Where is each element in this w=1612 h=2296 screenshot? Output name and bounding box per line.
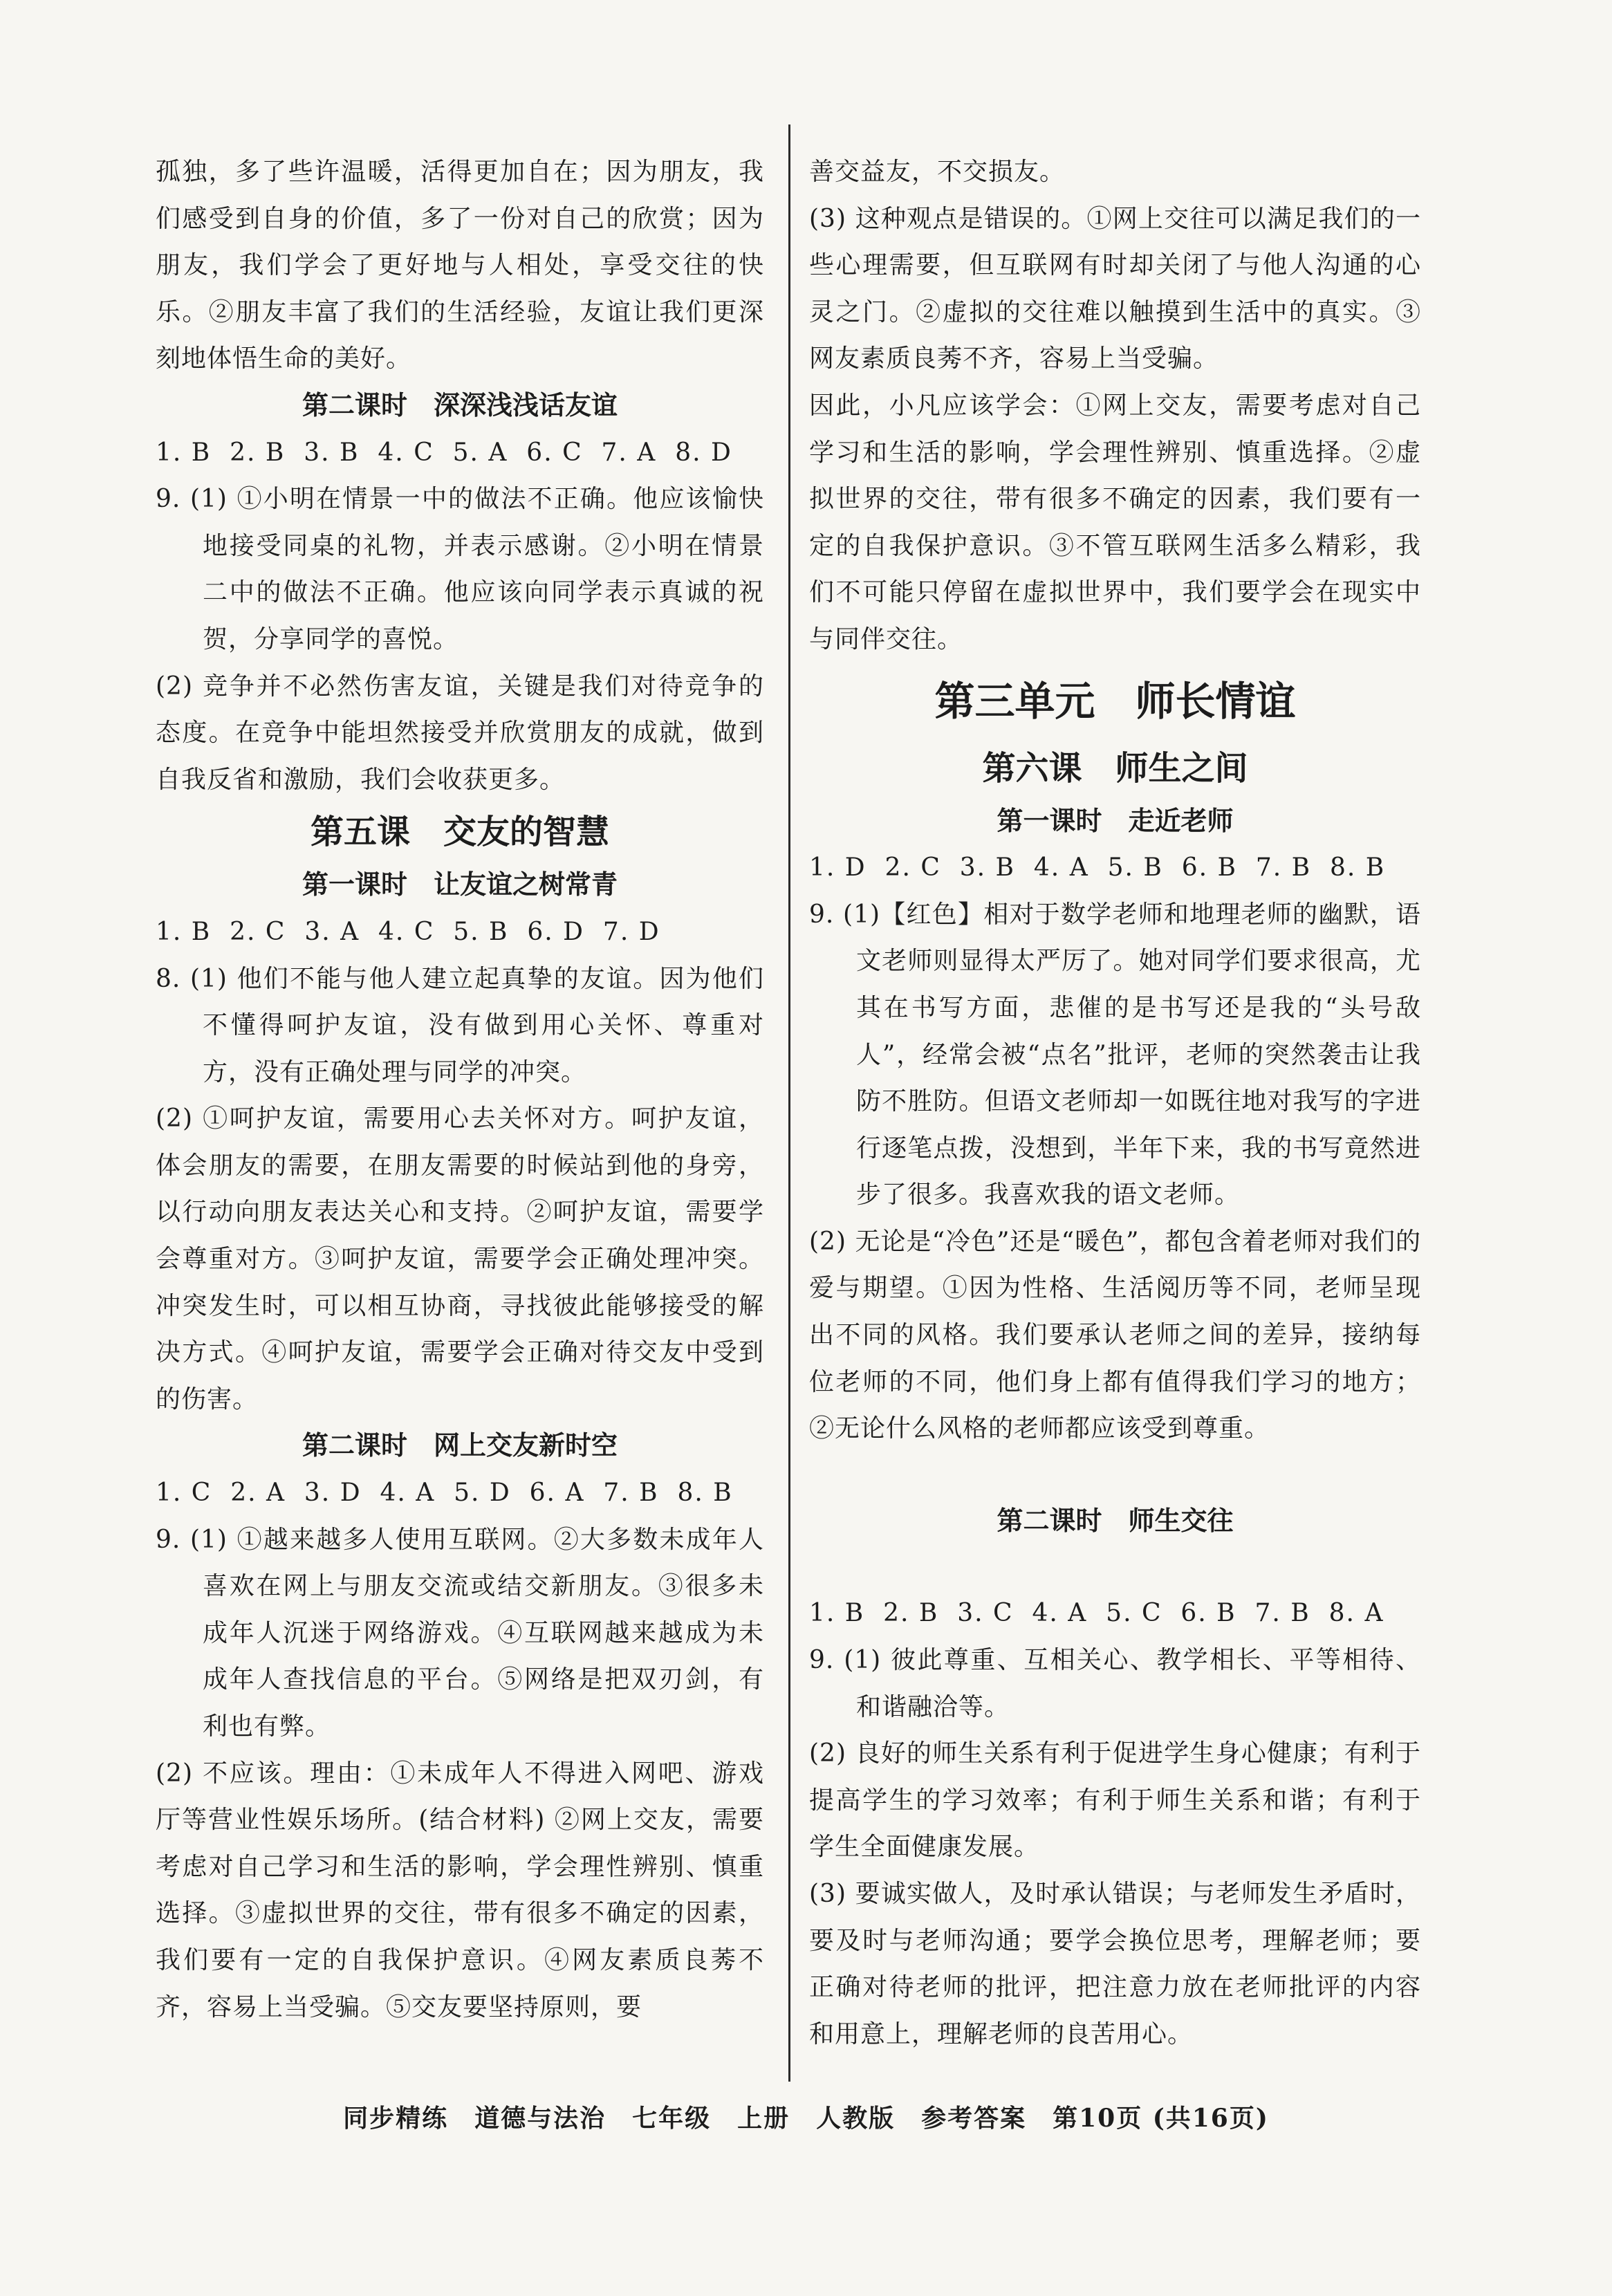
answer-paragraph: (2) 竞争并不必然伤害友谊，关键是我们对待竞争的态度。在竞争中能坦然接受并欣赏朋友的成就，做到自我反省和激励，我们会收获更多。 [156,672,764,794]
answer-paragraph: (3) 要诚实做人，及时承认错误；与老师发生矛盾时，要及时与老师沟通；要学会换位思考，理解老师；要正确对待老师的批评，把注意力放在老师批评的内容和用意上，理解老师的良苦用心。 [809,1880,1421,2048]
question-answer: 9. (1)【红色】相对于数学老师和地理老师的幽默，语文老师则显得太严厉了。她对同学们要求很高，尤其在书写方面，悲催的是书写还是我的“头号敌人”，经常会被“点名”批评，老师的突然袭击让我防不胜防。但语文老师却一如既往地对我写的字进行逐笔点拨，没想到，半年下来，我的书写竟然进步了很多。我喜欢我的语文老师。 [809,900,1421,1210]
left-column [156,149,764,2030]
question-answer: 9. (1) ①越来越多人使用互联网。②大多数未成年人喜欢在网上与朋友交流或结交新朋友。③很多未成年人沉迷于网络游戏。④互联网越来越成为未成年人查找信息的平台。⑤网络是把双刃剑，有利也有弊。 [156,1525,764,1741]
choice-answers: 1. B 2. C 3. A 4. C 5. B 6. D 7. D [156,917,660,946]
answer-paragraph: (3) 这种观点是错误的。①网上交往可以满足我们的一些心理需要，但互联网有时却关闭了与他人沟通的心灵之门。②虚拟的交往难以触摸到生活中的真实。③网友素质良莠不齐，容易上当受骗。 [809,204,1421,373]
question-answer: 9. (1) 彼此尊重、互相关心、教学相长、平等相待、和谐融洽等。 [809,1646,1421,1721]
spacer [809,1463,1421,1487]
section-title: 第一课时 让友谊之树常青 [302,869,618,900]
answer-paragraph: (2) ①呵护友谊，需要用心去关怀对方。呵护友谊，体会朋友的需要，在朋友需要的时候站到他的身旁，以行动向朋友表达关心和支持。②呵护友谊，需要学会尊重对方。③呵护友谊，需要学会正确处理冲突。冲突发生时，可以相互协商，寻找彼此能够接受的解决方式。④呵护友谊，需要学会正确对待交友中受到的伤害。 [156,1104,764,1414]
answer-paragraph: (2) 不应该。理由：①未成年人不得进入网吧、游戏厅等营业性娱乐场所。(结合材料) ②网上交友，需要考虑对自己学习和生活的影响，学会理性辨别、慎重选择。③虚拟世界的交往，带有很多不确定的因素，我们要有一定的自我保护意识。④网友素质良莠不齐，容易上当受骗。⑤交友要坚持原则，要 [156,1759,764,2021]
answer-paragraph: 孤独，多了些许温暖，活得更加自在；因为朋友，我们感受到自身的价值，多了一份对自己的欣赏；因为朋友，我们学会了更好地与人相处，享受交往的快乐。②朋友丰富了我们的生活经验，友谊让我们更深刻地体悟生命的美好。 [156,158,764,373]
question-answer: 9. (1) ①小明在情景一中的做法不正确。他应该愉快地接受同桌的礼物，并表示感谢。②小明在情景二中的做法不正确。他应该向同学表示真诚的祝贺，分享同学的喜悦。 [156,485,764,654]
choice-answers: 1. C 2. A 3. D 4. A 5. D 6. A 7. B 8. B [156,1479,733,1508]
section-title: 第二课时 师生交往 [997,1505,1234,1536]
answer-paragraph: 因此，小凡应该学会：①网上交友，需要考虑对自己学习和生活的影响，学会理性辨别、慎重选择。②虚拟世界的交往，带有很多不确定的因素，我们要有一定的自我保护意识。③不管互联网生活多么精彩，我们不可能只停留在虚拟世界中，我们要学会在现实中与同伴交往。 [809,391,1421,654]
lesson-title: 第六课 师生之间 [982,748,1248,788]
choice-answers: 1. B 2. B 3. C 4. A 5. C 6. B 7. B 8. A [809,1599,1384,1628]
answer-paragraph: 善交益友，不交损友。 [809,158,1066,186]
question-answer: 8. (1) 他们不能与他人建立起真挚的友谊。因为他们不懂得呵护友谊，没有做到用心关怀、尊重对方，没有正确处理与同学的冲突。 [156,964,764,1086]
section-title: 第二课时 网上交友新时空 [302,1430,618,1461]
unit-title: 第三单元 师长情谊 [934,677,1296,725]
section-title: 第二课时 深深浅浅话友谊 [302,389,618,420]
right-column [809,149,1421,2057]
answer-paragraph: (2) 良好的师生关系有利于促进学生身心健康；有利于提高学生的学习效率；有利于师生关系和谐；有利于学生全面健康发展。 [809,1739,1421,1862]
lesson-title: 第五课 交友的智慧 [310,813,609,852]
spacer [809,1555,1421,1579]
section-title: 第一课时 走近老师 [997,805,1234,836]
answer-paragraph: (2) 无论是“冷色”还是“暖色”，都包含着老师对我们的爱与期望。①因为性格、生活阅历等不同，老师呈现出不同的风格。我们要承认老师之间的差异，接纳每位老师的不同，他们身上都有值得我们学习的地方；②无论什么风格的老师都应该受到尊重。 [809,1227,1421,1443]
choice-answers: 1. B 2. B 3. B 4. C 5. A 6. C 7. A 8. D [156,438,732,467]
choice-answers: 1. D 2. C 3. B 4. A 5. B 6. B 7. B 8. B [809,853,1386,882]
column-divider [788,124,790,2082]
page-footer: 同步精练 道德与法治 七年级 上册 人教版 参考答案 第10页 (共16页) [343,2104,1269,2133]
